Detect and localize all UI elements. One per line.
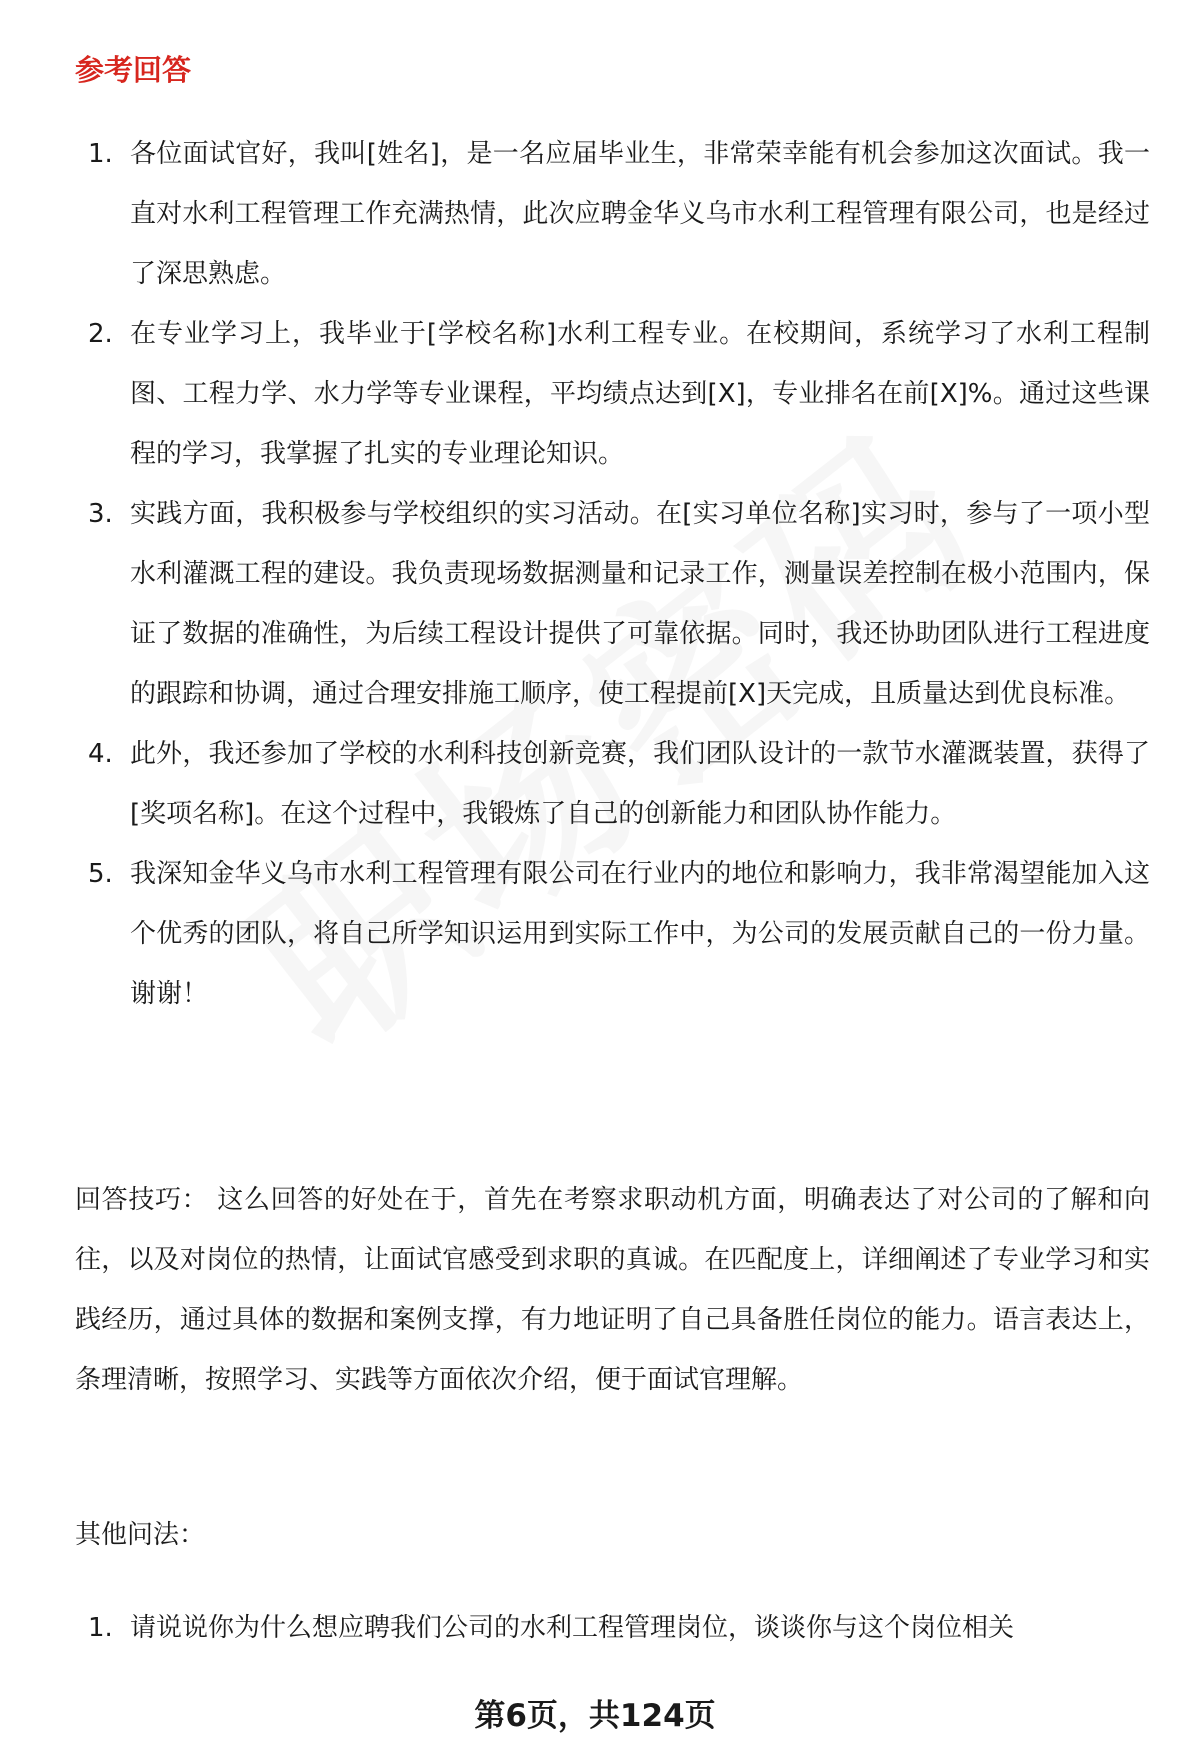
list-item-text: 实践方面，我积极参与学校组织的实习活动。在[实习单位名称]实习时，参与了一项小型水利灌溉工程的建设。我负责现场数据测量和记录工作，测量误差控制在极小范围内，保证了数据的准确性，为后续工程设计提供了可靠依据。同时，我还协助团队进行工程进度的跟踪和协调，通过合理安排施工顺序，使工程提前[X]天完成，且质量达到优良标准。 (130, 499, 1150, 709)
list-item (0, 724, 1190, 844)
list-item (0, 484, 1190, 724)
list-item-number: 1. (88, 139, 113, 169)
other-questions-title: 其他问法： (75, 1520, 206, 1550)
list-item-number: 3. (88, 499, 113, 529)
list-item-number: 5. (88, 859, 113, 889)
answer-tips: 回答技巧： 这么回答的好处在于，首先在考察求职动机方面，明确表达了对公司的了解和向往，以及对岗位的热情，让面试官感受到求职的真诚。在匹配度上，详细阐述了专业学习和实践经历，通过具体的数据和案例支撑，有力地证明了自己具备胜任岗位的能力。语言表达上，条理清晰，按照学习、实践等方面依次介绍，便于面试官理解。 (75, 1185, 1150, 1395)
list-item-text: 此外，我还参加了学校的水利科技创新竞赛，我们团队设计的一款节水灌溉装置，获得了[奖项名称]。在这个过程中，我锻炼了自己的创新能力和团队协作能力。 (130, 739, 1150, 829)
list-item-text: 各位面试官好，我叫[姓名]，是一名应届毕业生，非常荣幸能有机会参加这次面试。我一直对水利工程管理工作充满热情，此次应聘金华义乌市水利工程管理有限公司，也是经过了深思熟虑。 (130, 139, 1150, 289)
answer-list (0, 124, 1190, 1024)
list-item-number: 1. (88, 1613, 113, 1643)
list-item-number: 2. (88, 319, 113, 349)
list-item (0, 844, 1190, 1024)
page-footer: 第6页，共124页 (474, 1698, 716, 1734)
list-item-number: 4. (88, 739, 113, 769)
list-item (0, 1598, 1190, 1658)
list-item (0, 304, 1190, 484)
question-list (0, 1598, 1190, 1658)
list-item-text: 在专业学习上，我毕业于[学校名称]水利工程专业。在校期间，系统学习了水利工程制图、工程力学、水力学等专业课程，平均绩点达到[X]，专业排名在前[X]%。通过这些课程的学习，我掌握了扎实的专业理论知识。 (130, 319, 1150, 469)
section-title: 参考回答 (75, 53, 192, 87)
list-item-text: 我深知金华义乌市水利工程管理有限公司在行业内的地位和影响力，我非常渴望能加入这个优秀的团队，将自己所学知识运用到实际工作中，为公司的发展贡献自己的一份力量。谢谢！ (130, 859, 1150, 1009)
list-item-text: 请说说你为什么想应聘我们公司的水利工程管理岗位，谈谈你与这个岗位相关 (130, 1613, 1015, 1643)
list-item (0, 124, 1190, 304)
